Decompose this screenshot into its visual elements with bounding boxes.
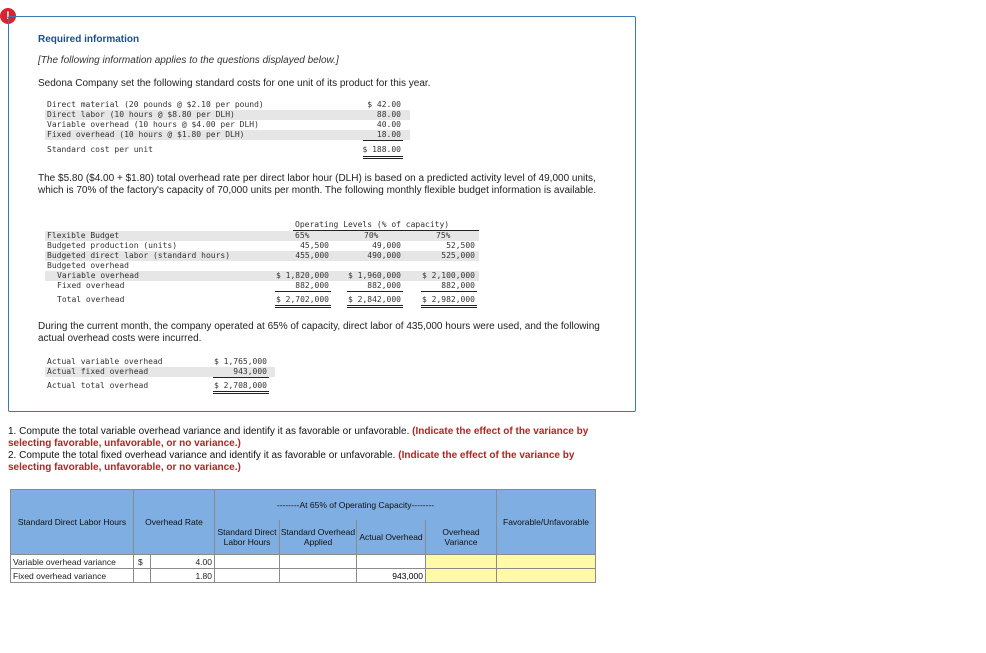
- answer-table: [10, 489, 596, 583]
- fav-select[interactable]: [497, 555, 595, 568]
- double-underline: [347, 307, 403, 308]
- double-underline: [275, 305, 331, 306]
- double-underline: [363, 156, 403, 157]
- std-cost-label: Fixed overhead (10 hours @ $1.80 per DLH): [47, 130, 245, 139]
- std-cost-label: Variable overhead (10 hours @ $4.00 per DLH): [47, 120, 259, 129]
- underline: [347, 291, 403, 292]
- double-underline: [363, 158, 403, 159]
- rate-value: 4.00: [151, 555, 215, 569]
- double-underline: [347, 305, 403, 306]
- dlh-label: Budgeted direct labor (standard hours): [47, 251, 231, 260]
- production-70: 49,000: [372, 241, 401, 250]
- question-1-text: 1. Compute the total variable overhead variance and identify it as favorable or unfavorable.: [8, 426, 410, 437]
- current-month-paragraph: During the current month, the company operated at 65% of capacity, direct labor of 435,000 hours were used, and the following actual overhead costs were incurred.: [38, 321, 600, 344]
- double-underline: [213, 393, 269, 394]
- actual-fixed-label: Actual fixed overhead: [47, 367, 149, 376]
- fixed-65: 882,000: [295, 281, 329, 290]
- total-label: Total overhead: [57, 295, 125, 304]
- std-cost-value: 40.00: [376, 120, 401, 129]
- fav-cell[interactable]: [497, 555, 596, 569]
- production-75: 52,500: [446, 241, 475, 250]
- question-1: [8, 426, 618, 450]
- std-dlh-cell[interactable]: [215, 569, 280, 583]
- total-65: $ 2,702,000: [276, 295, 329, 304]
- std-dlh-cell[interactable]: [215, 555, 280, 569]
- underline: [275, 291, 331, 292]
- rate-paragraph: The $5.80 ($4.00 + $1.80) total overhead rate per direct labor hour (DLH) is based on a predicted activity level of 49,000 units, which is 70% of the factory's capacity of 70,000 units per month. The following monthly flexible budget information is available.: [38, 173, 597, 196]
- fav-cell[interactable]: [497, 569, 596, 583]
- actual-cell[interactable]: [357, 555, 426, 569]
- header-overhead-rate: Overhead Rate: [134, 490, 215, 555]
- actual-input[interactable]: [357, 555, 425, 568]
- std-cost-value: $ 42.00: [367, 100, 401, 109]
- double-underline: [421, 307, 477, 308]
- dollar-sign: $: [134, 555, 151, 569]
- header-group-65: --------At 65% of Operating Capacity--------: [215, 490, 497, 520]
- level-65: 65%: [295, 231, 310, 240]
- table-row: [11, 569, 596, 583]
- underline: [421, 291, 477, 292]
- fixed-70: 882,000: [367, 281, 401, 290]
- actual-input[interactable]: [357, 569, 425, 582]
- double-underline: [421, 305, 477, 306]
- fixed-label: Fixed overhead: [57, 281, 125, 290]
- required-information-panel: [8, 16, 636, 412]
- actual-total-value: $ 2,708,000: [214, 381, 267, 390]
- actual-variable-value: $ 1,765,000: [214, 357, 267, 366]
- question-2: [8, 450, 618, 474]
- underline: [213, 377, 269, 378]
- double-underline: [275, 307, 331, 308]
- level-75: 75%: [436, 231, 451, 240]
- flex-title: Flexible Budget: [47, 231, 120, 240]
- header-std-dlh-sub: Standard Direct Labor Hours: [215, 520, 280, 555]
- applied-input[interactable]: [280, 569, 356, 582]
- variable-65: $ 1,820,000: [276, 271, 329, 280]
- applied-cell[interactable]: [280, 569, 357, 583]
- production-65: 45,500: [300, 241, 329, 250]
- actual-total-label: Actual total overhead: [47, 381, 149, 390]
- actual-cell[interactable]: [357, 569, 426, 583]
- alert-icon: !: [0, 8, 16, 24]
- header-standard-dlh: Standard Direct Labor Hours: [11, 490, 134, 555]
- question-2-instruction: (Indicate the effect of the variance by selecting favorable, unfavorable, or no variance.): [8, 450, 575, 473]
- operating-levels-header: Operating Levels (% of capacity): [295, 220, 450, 229]
- std-cost-total-value: $ 188.00: [362, 145, 401, 154]
- intro-text: Sedona Company set the following standard costs for one unit of its product for this year.: [38, 78, 431, 89]
- row-label: Variable overhead variance: [11, 555, 134, 569]
- actual-fixed-value: 943,000: [233, 367, 267, 376]
- overhead-label: Budgeted overhead: [47, 261, 129, 270]
- applied-cell[interactable]: [280, 555, 357, 569]
- fixed-75: 882,000: [441, 281, 475, 290]
- dlh-75: 525,000: [441, 251, 475, 260]
- question-1-instruction: (Indicate the effect of the variance by selecting favorable, unfavorable, or no variance.): [8, 426, 589, 449]
- required-information-title: Required information: [38, 34, 140, 45]
- std-cost-value: 18.00: [376, 130, 401, 139]
- production-label: Budgeted production (units): [47, 241, 178, 250]
- header-actual-overhead: Actual Overhead: [357, 520, 426, 555]
- info-note: [The following information applies to the questions displayed below.]: [38, 55, 339, 66]
- double-underline: [213, 391, 269, 392]
- variance-cell[interactable]: [426, 569, 497, 583]
- variable-70: $ 1,960,000: [348, 271, 401, 280]
- std-dlh-input[interactable]: [215, 555, 279, 568]
- total-75: $ 2,982,000: [422, 295, 475, 304]
- dlh-70: 490,000: [367, 251, 401, 260]
- std-cost-value: 88.00: [376, 110, 401, 119]
- level-70: 70%: [364, 231, 379, 240]
- variance-cell[interactable]: [426, 555, 497, 569]
- header-std-overhead-applied: Standard Overhead Applied: [280, 520, 357, 555]
- variable-label: Variable overhead: [57, 271, 139, 280]
- applied-input[interactable]: [280, 555, 356, 568]
- std-cost-total-label: Standard cost per unit: [47, 145, 153, 154]
- total-70: $ 2,842,000: [348, 295, 401, 304]
- rate-value: 1.80: [151, 569, 215, 583]
- std-dlh-input[interactable]: [215, 569, 279, 582]
- row-label: Fixed overhead variance: [11, 569, 134, 583]
- table-row: [11, 555, 596, 569]
- underline: [363, 140, 403, 141]
- variance-input[interactable]: [426, 569, 496, 582]
- actual-variable-label: Actual variable overhead: [47, 357, 163, 366]
- std-cost-label: Direct labor (10 hours @ $8.80 per DLH): [47, 110, 235, 119]
- variable-75: $ 2,100,000: [422, 271, 475, 280]
- header-overhead-variance: Overhead Variance: [426, 520, 497, 555]
- variance-input[interactable]: [426, 555, 496, 568]
- header-favorable-unfavorable: Favorable/Unfavorable: [497, 490, 596, 555]
- question-2-text: 2. Compute the total fixed overhead variance and identify it as favorable or unfavorable.: [8, 450, 396, 461]
- dollar-sign: [134, 569, 151, 583]
- std-cost-label: Direct material (20 pounds @ $2.10 per pound): [47, 100, 264, 109]
- fav-select[interactable]: [497, 569, 595, 582]
- dlh-65: 455,000: [295, 251, 329, 260]
